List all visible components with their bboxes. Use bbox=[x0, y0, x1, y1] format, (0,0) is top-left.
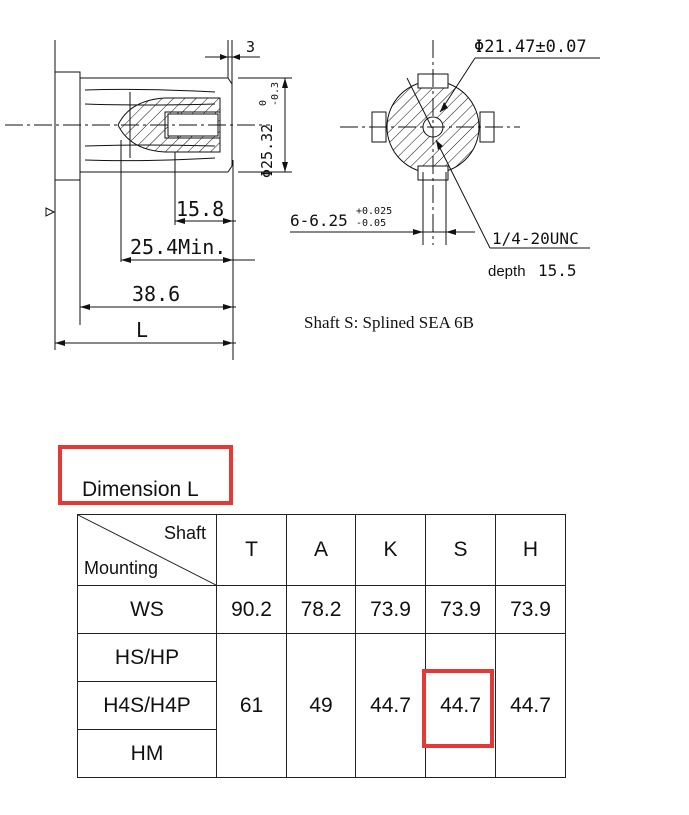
value-cell: 61 bbox=[217, 634, 287, 778]
shaft-technical-drawing bbox=[0, 0, 689, 400]
depth-label: depth bbox=[488, 263, 526, 280]
dim-6-6-25-tol-lower: -0.05 bbox=[356, 218, 387, 229]
drawing-caption: Shaft S: Splined SEA 6B bbox=[304, 313, 475, 332]
dim-spline-diameter: Φ21.47±0.07 bbox=[474, 37, 587, 57]
dim-3: 3 bbox=[246, 38, 256, 56]
mounting-ws: WS bbox=[78, 586, 217, 634]
dim-15-8: 15.8 bbox=[176, 197, 225, 221]
dim-25-4-min: 25.4Min. bbox=[130, 235, 227, 259]
corner-shaft-label: Shaft bbox=[163, 523, 206, 543]
dim-shaft-tol-lower: -0.3 bbox=[270, 81, 281, 106]
shaft-header-a: A bbox=[287, 515, 356, 586]
value-cell-highlighted: 44.7 bbox=[426, 634, 496, 778]
dim-6-6-25: 6-6.25 bbox=[290, 211, 348, 230]
value-cell: 73.9 bbox=[496, 586, 566, 634]
dim-38-6: 38.6 bbox=[132, 282, 181, 306]
shaft-header-h: H bbox=[496, 515, 566, 586]
value-cell: 90.2 bbox=[217, 586, 287, 634]
dimension-l-heading: Dimension L bbox=[82, 478, 199, 501]
shaft-header-s: S bbox=[426, 515, 496, 586]
dim-L: L bbox=[136, 318, 149, 342]
thread-spec: 1/4-20UNC bbox=[492, 229, 579, 248]
shaft-header-k: K bbox=[356, 515, 426, 586]
shaft-header-t: T bbox=[217, 515, 287, 586]
dim-6-6-25-tol-upper: +0.025 bbox=[356, 206, 393, 217]
dim-shaft-tol-upper: 0 bbox=[258, 99, 269, 106]
mounting-hm: HM bbox=[78, 730, 217, 778]
value-cell: 44.7 bbox=[356, 634, 426, 778]
value-cell: 73.9 bbox=[426, 586, 496, 634]
value-cell: 78.2 bbox=[287, 586, 356, 634]
corner-cell bbox=[78, 515, 217, 586]
value-cell: 44.7 bbox=[496, 634, 566, 778]
value-cell: 49 bbox=[287, 634, 356, 778]
heading-highlight-box bbox=[58, 445, 233, 505]
mounting-h4s-h4p: H4S/H4P bbox=[78, 682, 217, 730]
value-highlight-box bbox=[422, 669, 494, 748]
table-header-row bbox=[78, 515, 566, 586]
dim-shaft-diameter: Φ25.32 bbox=[258, 123, 276, 178]
value-cell: 73.9 bbox=[356, 586, 426, 634]
table-row bbox=[78, 586, 566, 634]
depth-value: 15.5 bbox=[538, 261, 577, 280]
corner-mounting-label: Mounting bbox=[84, 558, 159, 578]
mounting-hs-hp: HS/HP bbox=[78, 634, 217, 682]
